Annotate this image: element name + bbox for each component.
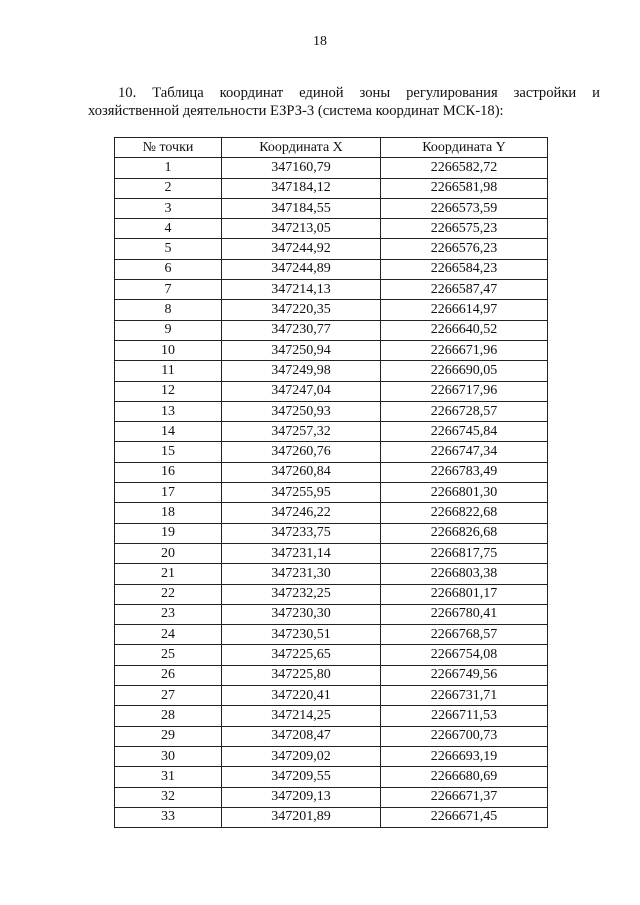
cell-point-number: 7 bbox=[115, 280, 222, 300]
cell-point-number: 5 bbox=[115, 239, 222, 259]
table-row bbox=[115, 361, 548, 381]
table-row bbox=[115, 401, 548, 421]
column-header-point-number: № точки bbox=[115, 138, 222, 158]
cell-coordinate-x: 347231,14 bbox=[222, 543, 381, 563]
cell-coordinate-x: 347230,30 bbox=[222, 604, 381, 624]
table-row bbox=[115, 503, 548, 523]
cell-coordinate-x: 347230,77 bbox=[222, 320, 381, 340]
cell-point-number: 18 bbox=[115, 503, 222, 523]
table-row bbox=[115, 381, 548, 401]
cell-coordinate-y: 2266747,34 bbox=[381, 442, 548, 462]
cell-coordinate-y: 2266690,05 bbox=[381, 361, 548, 381]
cell-point-number: 9 bbox=[115, 320, 222, 340]
cell-coordinate-x: 347244,89 bbox=[222, 259, 381, 279]
cell-coordinate-y: 2266576,23 bbox=[381, 239, 548, 259]
cell-coordinate-x: 347247,04 bbox=[222, 381, 381, 401]
column-header-coordinate-y: Координата Y bbox=[381, 138, 548, 158]
cell-coordinate-x: 347246,22 bbox=[222, 503, 381, 523]
table-row bbox=[115, 746, 548, 766]
table-row bbox=[115, 259, 548, 279]
cell-coordinate-y: 2266780,41 bbox=[381, 604, 548, 624]
table-row bbox=[115, 625, 548, 645]
table-row bbox=[115, 158, 548, 178]
table-row bbox=[115, 239, 548, 259]
cell-coordinate-x: 347160,79 bbox=[222, 158, 381, 178]
table-row bbox=[115, 483, 548, 503]
table-row bbox=[115, 462, 548, 482]
cell-coordinate-x: 347184,12 bbox=[222, 178, 381, 198]
cell-point-number: 27 bbox=[115, 686, 222, 706]
cell-coordinate-x: 347231,30 bbox=[222, 564, 381, 584]
cell-coordinate-x: 347250,93 bbox=[222, 401, 381, 421]
cell-point-number: 2 bbox=[115, 178, 222, 198]
cell-coordinate-x: 347220,41 bbox=[222, 686, 381, 706]
cell-coordinate-y: 2266671,37 bbox=[381, 787, 548, 807]
cell-coordinate-y: 2266728,57 bbox=[381, 401, 548, 421]
table-row bbox=[115, 280, 548, 300]
cell-coordinate-y: 2266822,68 bbox=[381, 503, 548, 523]
cell-point-number: 20 bbox=[115, 543, 222, 563]
cell-point-number: 4 bbox=[115, 219, 222, 239]
cell-point-number: 11 bbox=[115, 361, 222, 381]
cell-coordinate-x: 347257,32 bbox=[222, 422, 381, 442]
cell-point-number: 15 bbox=[115, 442, 222, 462]
cell-coordinate-x: 347250,94 bbox=[222, 340, 381, 360]
cell-point-number: 29 bbox=[115, 726, 222, 746]
table-row bbox=[115, 320, 548, 340]
page-number: 18 bbox=[313, 34, 327, 49]
cell-coordinate-y: 2266575,23 bbox=[381, 219, 548, 239]
cell-coordinate-x: 347213,05 bbox=[222, 219, 381, 239]
cell-coordinate-x: 347225,65 bbox=[222, 645, 381, 665]
table-row bbox=[115, 543, 548, 563]
cell-coordinate-y: 2266745,84 bbox=[381, 422, 548, 442]
cell-coordinate-y: 2266582,72 bbox=[381, 158, 548, 178]
table-row bbox=[115, 523, 548, 543]
cell-point-number: 25 bbox=[115, 645, 222, 665]
column-header-coordinate-x: Координата X bbox=[222, 138, 381, 158]
cell-coordinate-x: 347233,75 bbox=[222, 523, 381, 543]
cell-coordinate-y: 2266581,98 bbox=[381, 178, 548, 198]
cell-point-number: 6 bbox=[115, 259, 222, 279]
cell-point-number: 31 bbox=[115, 767, 222, 787]
cell-coordinate-x: 347232,25 bbox=[222, 584, 381, 604]
table-heading: 10. Таблица координат единой зоны регулирования застройки и хозяйственной деятельности ЕЗРЗ-3 (система координат МСК-18): bbox=[88, 85, 600, 119]
cell-point-number: 32 bbox=[115, 787, 222, 807]
cell-point-number: 8 bbox=[115, 300, 222, 320]
cell-point-number: 19 bbox=[115, 523, 222, 543]
cell-point-number: 22 bbox=[115, 584, 222, 604]
cell-point-number: 13 bbox=[115, 401, 222, 421]
cell-coordinate-y: 2266731,71 bbox=[381, 686, 548, 706]
cell-coordinate-y: 2266640,52 bbox=[381, 320, 548, 340]
cell-coordinate-y: 2266749,56 bbox=[381, 665, 548, 685]
cell-coordinate-y: 2266680,69 bbox=[381, 767, 548, 787]
cell-point-number: 12 bbox=[115, 381, 222, 401]
cell-point-number: 33 bbox=[115, 807, 222, 827]
table-row bbox=[115, 706, 548, 726]
cell-coordinate-y: 2266671,96 bbox=[381, 340, 548, 360]
cell-coordinate-y: 2266768,57 bbox=[381, 625, 548, 645]
table-row bbox=[115, 300, 548, 320]
cell-coordinate-y: 2266783,49 bbox=[381, 462, 548, 482]
table-row bbox=[115, 645, 548, 665]
cell-coordinate-x: 347209,55 bbox=[222, 767, 381, 787]
cell-point-number: 26 bbox=[115, 665, 222, 685]
table-row bbox=[115, 442, 548, 462]
cell-coordinate-x: 347260,76 bbox=[222, 442, 381, 462]
cell-coordinate-y: 2266584,23 bbox=[381, 259, 548, 279]
cell-point-number: 23 bbox=[115, 604, 222, 624]
cell-coordinate-y: 2266717,96 bbox=[381, 381, 548, 401]
cell-coordinate-y: 2266817,75 bbox=[381, 543, 548, 563]
cell-coordinate-y: 2266826,68 bbox=[381, 523, 548, 543]
cell-coordinate-x: 347249,98 bbox=[222, 361, 381, 381]
cell-coordinate-y: 2266671,45 bbox=[381, 807, 548, 827]
cell-coordinate-x: 347208,47 bbox=[222, 726, 381, 746]
cell-point-number: 24 bbox=[115, 625, 222, 645]
table-header-row bbox=[115, 138, 548, 158]
coordinates-table bbox=[114, 137, 548, 828]
cell-point-number: 16 bbox=[115, 462, 222, 482]
cell-coordinate-x: 347214,13 bbox=[222, 280, 381, 300]
table-row bbox=[115, 422, 548, 442]
cell-coordinate-x: 347201,89 bbox=[222, 807, 381, 827]
cell-point-number: 30 bbox=[115, 746, 222, 766]
cell-coordinate-x: 347225,80 bbox=[222, 665, 381, 685]
cell-point-number: 3 bbox=[115, 198, 222, 218]
table-row bbox=[115, 665, 548, 685]
cell-coordinate-x: 347260,84 bbox=[222, 462, 381, 482]
cell-coordinate-x: 347214,25 bbox=[222, 706, 381, 726]
cell-point-number: 1 bbox=[115, 158, 222, 178]
cell-coordinate-y: 2266614,97 bbox=[381, 300, 548, 320]
table-row bbox=[115, 767, 548, 787]
table-row bbox=[115, 584, 548, 604]
cell-coordinate-x: 347230,51 bbox=[222, 625, 381, 645]
table-row bbox=[115, 340, 548, 360]
cell-coordinate-y: 2266700,73 bbox=[381, 726, 548, 746]
table-row bbox=[115, 807, 548, 827]
cell-coordinate-y: 2266803,38 bbox=[381, 564, 548, 584]
cell-point-number: 10 bbox=[115, 340, 222, 360]
table-row bbox=[115, 686, 548, 706]
cell-coordinate-y: 2266801,17 bbox=[381, 584, 548, 604]
cell-coordinate-y: 2266711,53 bbox=[381, 706, 548, 726]
cell-coordinate-x: 347220,35 bbox=[222, 300, 381, 320]
table-row bbox=[115, 198, 548, 218]
cell-coordinate-y: 2266693,19 bbox=[381, 746, 548, 766]
cell-coordinate-y: 2266573,59 bbox=[381, 198, 548, 218]
table-row bbox=[115, 787, 548, 807]
cell-point-number: 28 bbox=[115, 706, 222, 726]
table-body bbox=[115, 158, 548, 828]
cell-coordinate-y: 2266801,30 bbox=[381, 483, 548, 503]
table-row bbox=[115, 726, 548, 746]
cell-point-number: 21 bbox=[115, 564, 222, 584]
cell-coordinate-x: 347244,92 bbox=[222, 239, 381, 259]
cell-coordinate-x: 347209,02 bbox=[222, 746, 381, 766]
cell-coordinate-x: 347255,95 bbox=[222, 483, 381, 503]
table-row bbox=[115, 178, 548, 198]
table-row bbox=[115, 564, 548, 584]
cell-coordinate-x: 347209,13 bbox=[222, 787, 381, 807]
cell-coordinate-x: 347184,55 bbox=[222, 198, 381, 218]
cell-coordinate-y: 2266587,47 bbox=[381, 280, 548, 300]
cell-point-number: 14 bbox=[115, 422, 222, 442]
table-row bbox=[115, 219, 548, 239]
cell-point-number: 17 bbox=[115, 483, 222, 503]
table-row bbox=[115, 604, 548, 624]
cell-coordinate-y: 2266754,08 bbox=[381, 645, 548, 665]
